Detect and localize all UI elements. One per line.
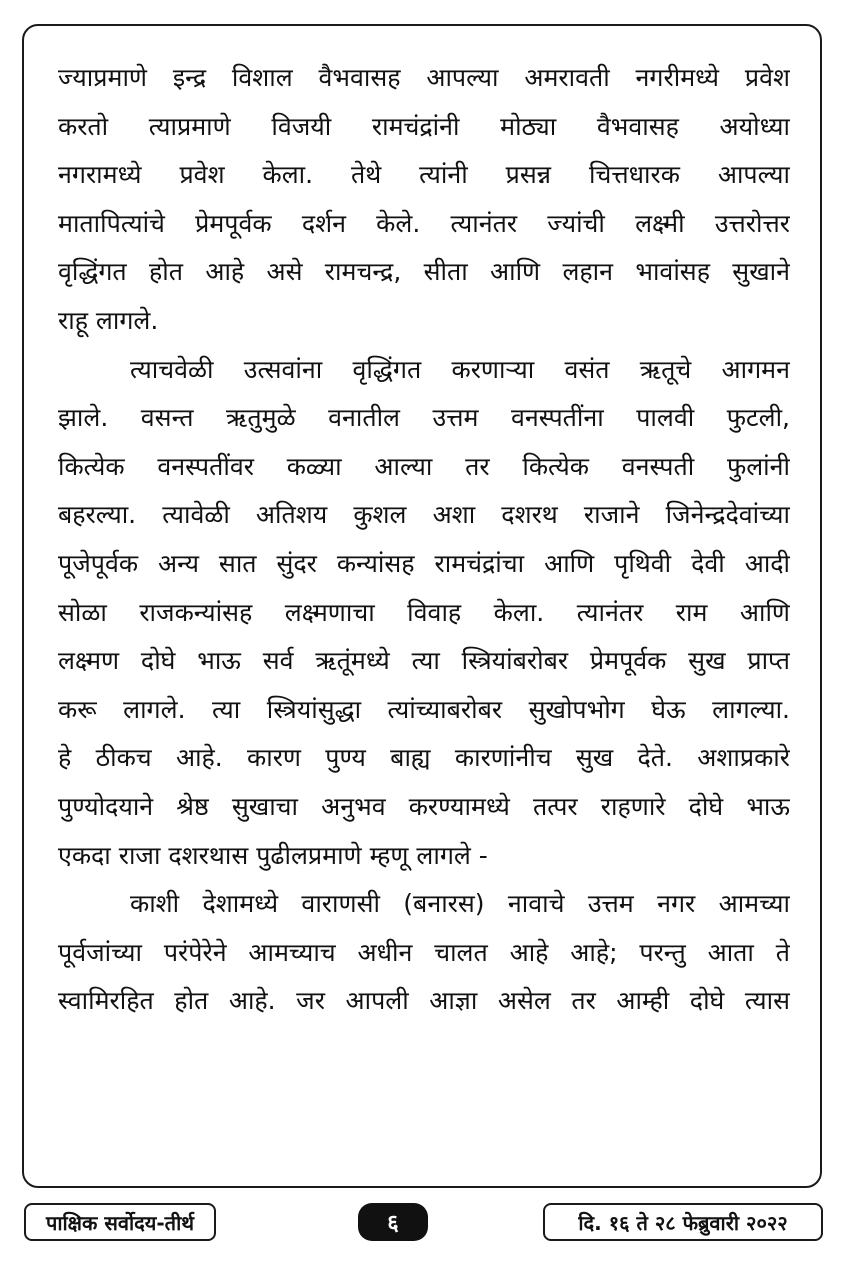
text-line: पूजेपूर्वक अन्य सात सुंदर कन्यांसह रामचंद्रांचा आणि पृथिवी देवी आदी	[58, 548, 790, 578]
text-line: पुण्योदयाने श्रेष्ठ सुखाचा अनुभव करण्यामध्ये तत्पर राहणारे दोघे भाऊ	[58, 791, 790, 821]
text-line: सोळा राजकन्यांसह लक्ष्मणाचा विवाह केला. त्यानंतर राम आणि	[58, 597, 790, 627]
text-line: हे ठीकच आहे. कारण पुण्य बाह्य कारणांनीच सुख देते. अशाप्रकारे	[58, 743, 790, 773]
text-line: राहू लागले.	[58, 305, 159, 335]
text-line: मातापित्यांचे प्रेमपूर्वक दर्शन केले. त्यानंतर ज्यांची लक्ष्मी उत्तरोत्तर	[58, 208, 790, 238]
text-line: पूर्वजांच्या परंपेरेने आमच्याच अधीन चालत आहे आहे; परन्तु आता ते	[58, 937, 790, 967]
text-line: वृद्धिंगत होत आहे असे रामचन्द्र, सीता आणि लहान भावांसह सुखाने	[58, 257, 790, 287]
text-line: करू लागले. त्या स्त्रियांसुद्धा त्यांच्याबरोबर सुखोपभोग घेऊ लागल्या.	[58, 694, 790, 724]
issue-date: दि. १६ ते २८ फेब्रुवारी २०२२	[543, 1203, 823, 1241]
text-line: स्वामिरहित होत आहे. जर आपली आज्ञा असेल तर आम्ही दोघे त्यास	[58, 986, 790, 1016]
text-line: नगरामध्ये प्रवेश केला. तेथे त्यांनी प्रसन्न चित्तधारक आपल्या	[58, 160, 790, 190]
body-text	[58, 54, 790, 1026]
text-line: कित्येक वनस्पतींवर कळ्या आल्या तर कित्येक वनस्पती फुलांनी	[58, 451, 790, 481]
text-line: झाले. वसन्त ऋतुमुळे वनातील उत्तम वनस्पतींना पालवी फुटली,	[58, 403, 790, 433]
text-line: त्याचवेळी उत्सवांना वृद्धिंगत करणाऱ्या वसंत ऋतूचे आगमन	[130, 354, 790, 384]
text-line: ज्याप्रमाणे इन्द्र विशाल वैभवासह आपल्या अमरावती नगरीमध्ये प्रवेश	[58, 63, 790, 92]
text-line: लक्ष्मण दोघे भाऊ सर्व ऋतूंमध्ये त्या स्त्रियांबरोबर प्रेमपूर्वक सुख प्राप्त	[58, 646, 790, 676]
text-line: करतो त्याप्रमाणे विजयी रामचंद्रांनी मोठ्या वैभवासह अयोध्या	[58, 111, 790, 141]
text-line: एकदा राजा दशरथास पुढीलप्रमाणे म्हणू लागले -	[58, 840, 488, 870]
text-line: काशी देशामध्ये वाराणसी (बनारस) नावाचे उत्तम नगर आमच्या	[130, 889, 790, 919]
page-number: ६	[358, 1203, 428, 1241]
text-line: बहरल्या. त्यावेळी अतिशय कुशल अशा दशरथ राजाने जिनेन्द्रदेवांच्या	[58, 500, 790, 530]
publication-name: पाक्षिक सर्वोदय-तीर्थ	[24, 1203, 216, 1241]
